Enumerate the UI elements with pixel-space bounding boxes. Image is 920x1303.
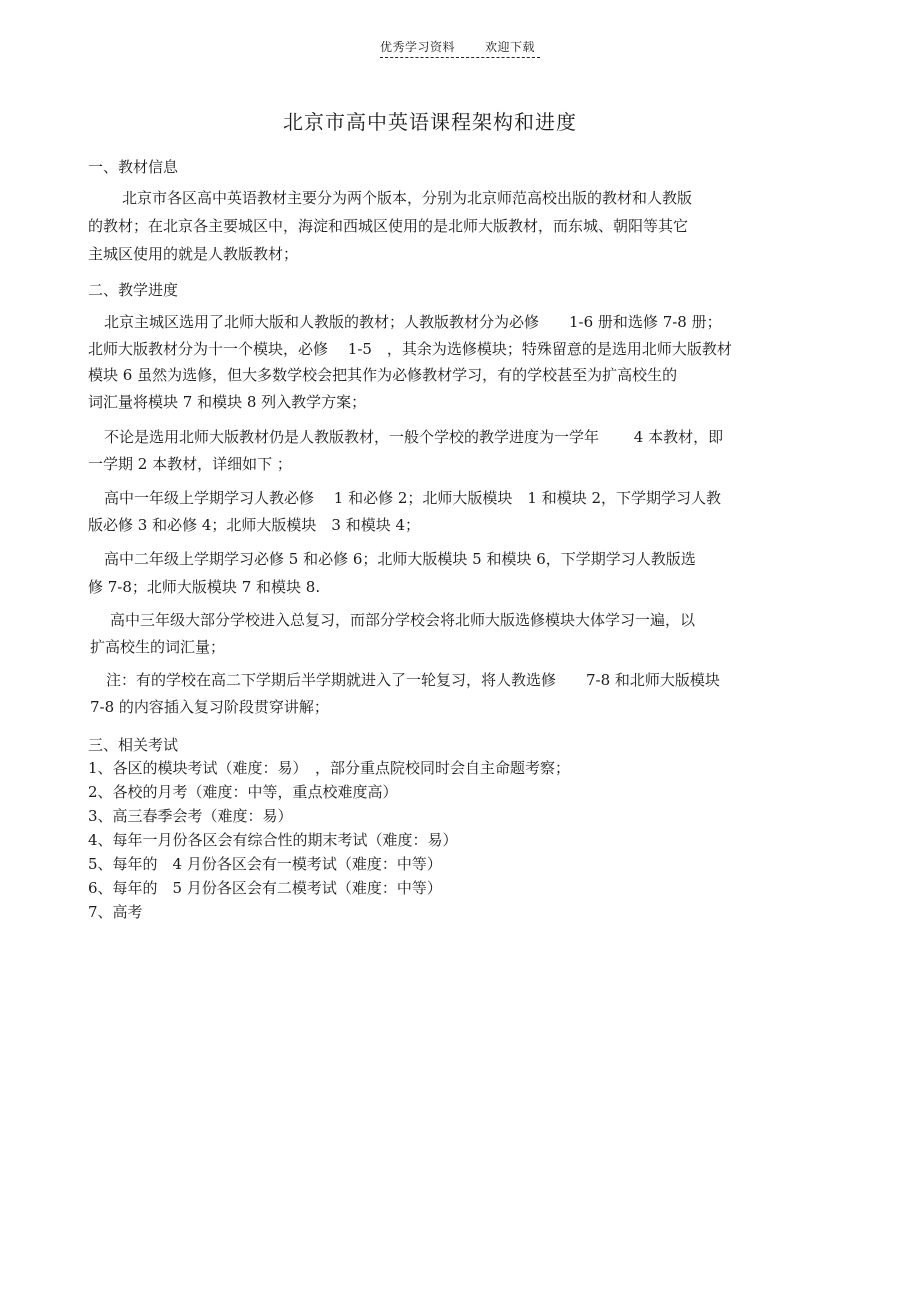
paragraph-line: 注：有的学校在高二下学期后半学期就进入了一轮复习，将人教选修 7-8 和北师大版模块 bbox=[106, 671, 720, 689]
paragraph-line: 修 7-8；北师大版模块 7 和模块 8. bbox=[88, 578, 321, 596]
paragraph-line: 北师大版教材分为十一个模块，必修 1-5 ，其余为选修模块；特殊留意的是选用北师大版教材 bbox=[88, 340, 732, 358]
exam-list-item: 7、高考 bbox=[88, 903, 143, 921]
exam-list-item: 3、高三春季会考（难度：易） bbox=[88, 807, 293, 825]
exam-list-item: 1、各区的模块考试（难度：易） ，部分重点院校同时会自主命题考察； bbox=[88, 759, 571, 777]
paragraph-line: 模块 6 虽然为选修，但大多数学校会把其作为必修教材学习，有的学校甚至为扩高校生的 bbox=[88, 366, 678, 384]
header-left-text: 优秀学习资料 bbox=[380, 40, 456, 54]
page-header bbox=[380, 38, 540, 58]
exam-list-item: 2、各校的月考（难度：中等，重点校难度高） bbox=[88, 783, 398, 801]
paragraph-line: 高中二年级上学期学习必修 5 和必修 6；北师大版模块 5 和模块 6，下学期学习人教版选 bbox=[104, 550, 696, 568]
paragraph-line: 高中一年级上学期学习人教必修 1 和必修 2；北师大版模块 1 和模块 2，下学期学习人教 bbox=[104, 489, 722, 507]
section-heading-textbook: 一、教材信息 bbox=[88, 158, 179, 176]
exam-list-item: 4、每年一月份各区会有综合性的期末考试（难度：易） bbox=[88, 831, 458, 849]
paragraph-line: 主城区使用的就是人教版教材； bbox=[88, 245, 299, 263]
paragraph-line: 的教材；在北京各主要城区中，海淀和西城区使用的是北师大版教材，而东城、朝阳等其它 bbox=[88, 217, 689, 235]
exam-list-item: 5、每年的 4 月份各区会有一模考试（难度：中等） bbox=[88, 855, 442, 873]
paragraph-line: 北京市各区高中英语教材主要分为两个版本，分别为北京师范高校出版的教材和人教版 bbox=[122, 189, 693, 207]
header-right-text: 欢迎下载 bbox=[485, 40, 536, 54]
section-heading-progress: 二、教学进度 bbox=[88, 281, 179, 299]
paragraph-line: 高中三年级大部分学校进入总复习，而部分学校会将北师大版选修模块大体学习一遍，以 bbox=[110, 611, 696, 629]
paragraph-line: 不论是选用北师大版教材仍是人教版教材，一般个学校的教学进度为一学年 4 本教材，即 bbox=[104, 428, 724, 446]
paragraph-line: 一学期 2 本教材，详细如下 ； bbox=[88, 455, 292, 473]
paragraph-line: 7-8 的内容插入复习阶段贯穿讲解； bbox=[90, 698, 329, 716]
paragraph-line: 扩高校生的词汇量； bbox=[90, 638, 226, 656]
section-heading-exams: 三、相关考试 bbox=[88, 736, 179, 754]
paragraph-line: 北京主城区选用了北师大版和人教版的教材；人教版教材分为必修 1-6 册和选修 7-8 册； bbox=[104, 313, 722, 331]
exam-list-item: 6、每年的 5 月份各区会有二模考试（难度：中等） bbox=[88, 879, 442, 897]
document-title: 北京市高中英语课程架构和进度 bbox=[283, 110, 577, 134]
paragraph-line: 版必修 3 和必修 4；北师大版模块 3 和模块 4； bbox=[88, 516, 421, 534]
paragraph-line: 词汇量将模块 7 和模块 8 列入教学方案； bbox=[88, 393, 367, 411]
